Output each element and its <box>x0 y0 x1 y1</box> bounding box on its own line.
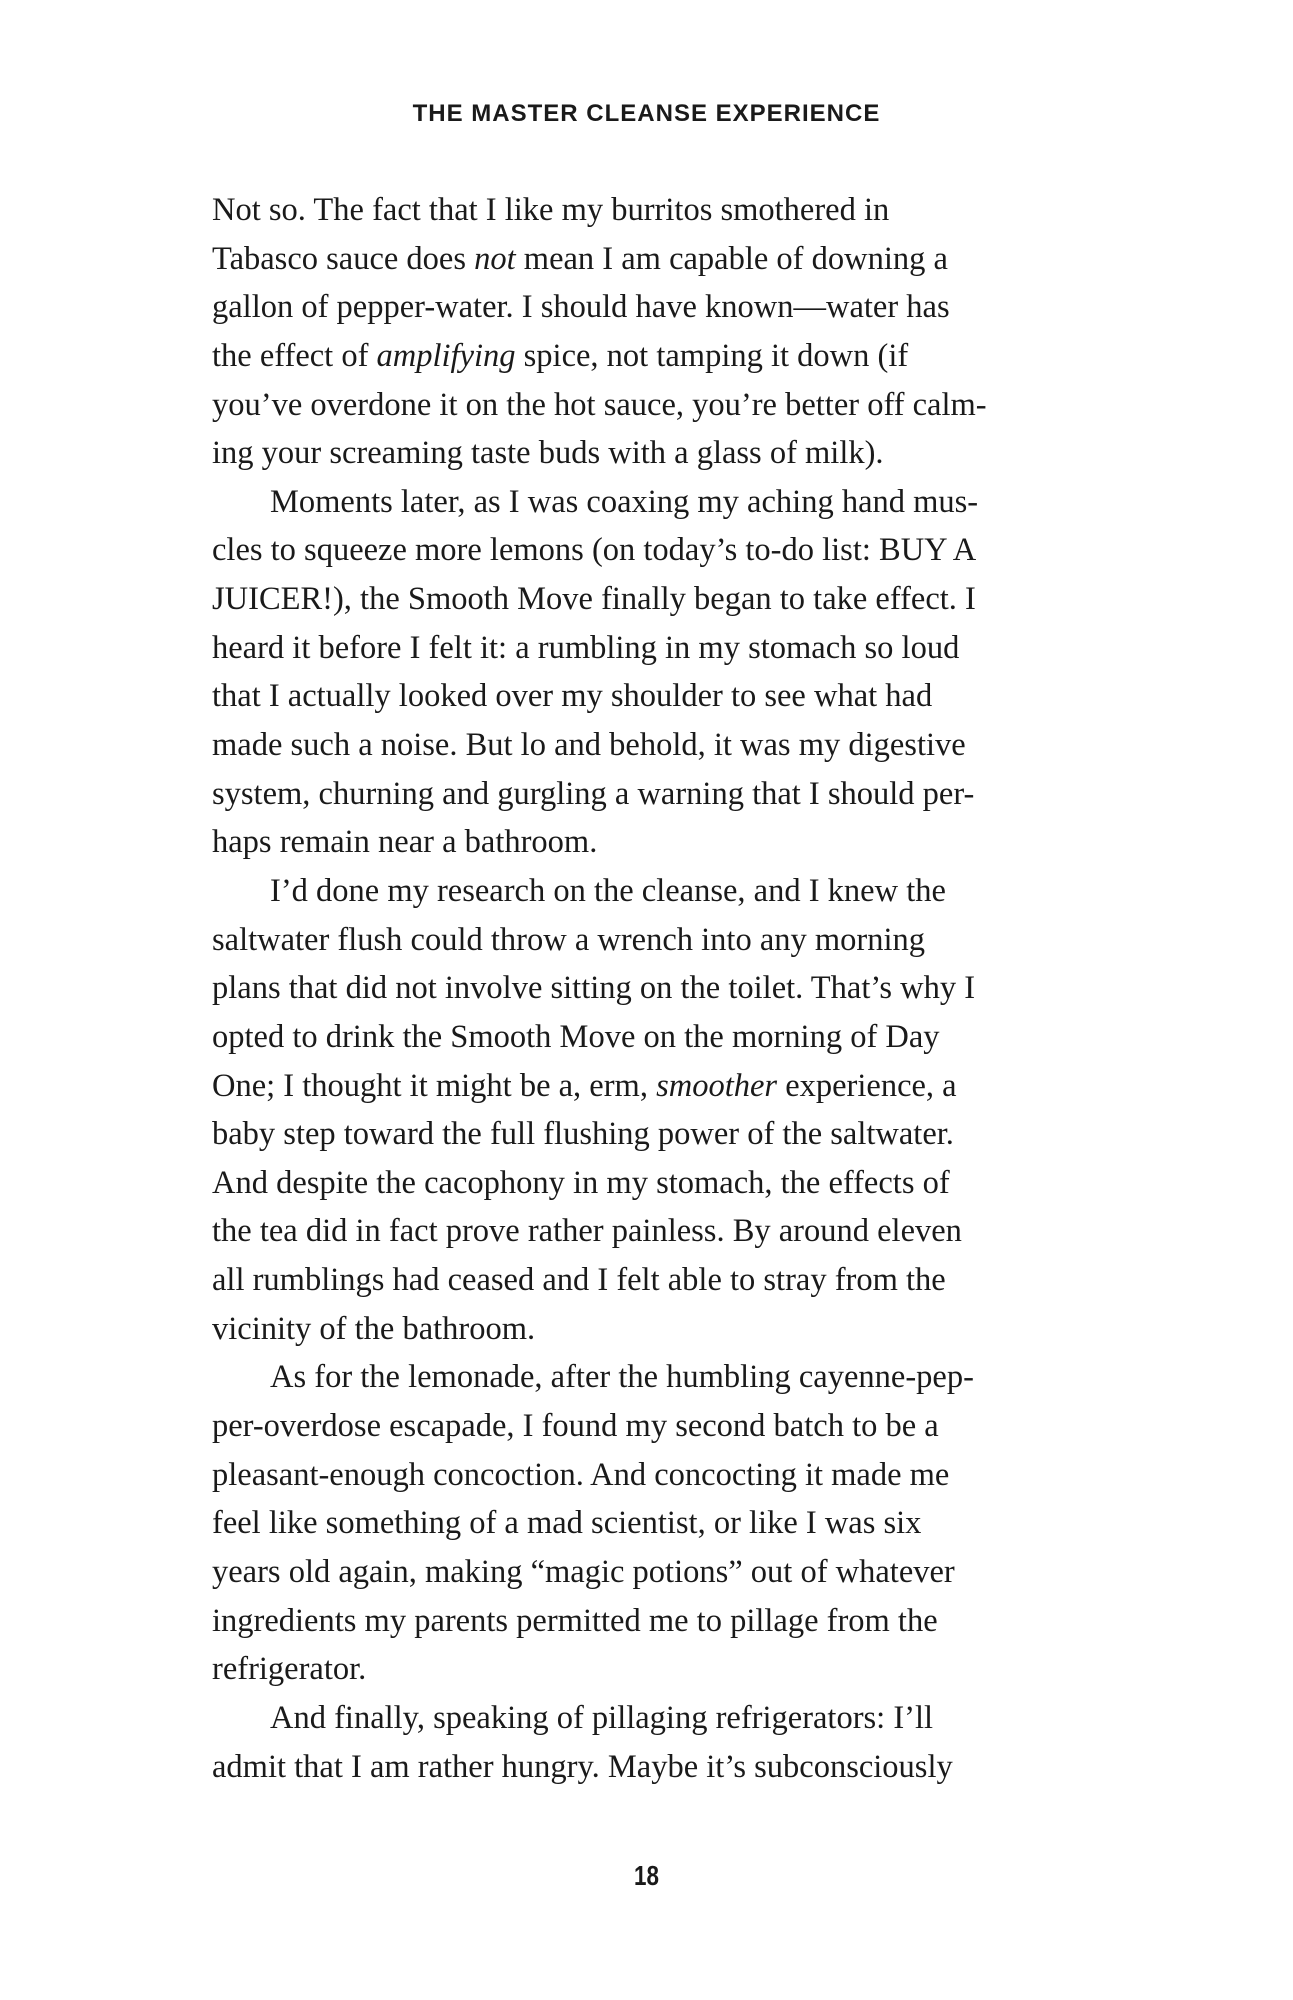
text-line: baby step toward the full flushing power of the saltwater. <box>212 1116 954 1153</box>
paragraph-start-line: I’d done my research on the cleanse, and I knew the <box>270 872 946 909</box>
text-line: that I actually looked over my shoulder to see what had <box>212 678 933 715</box>
text-line: saltwater flush could throw a wrench into any morning <box>212 921 926 958</box>
text-line: heard it before I felt it: a rumbling in my stomach so loud <box>212 629 960 666</box>
emphasis: smoother <box>656 1067 778 1104</box>
text-line: haps remain near a bathroom. <box>212 824 598 861</box>
text-line: all rumblings had ceased and I felt able to stray from the <box>212 1262 946 1299</box>
paragraph-start-line: As for the lemonade, after the humbling cayenne-pep- <box>270 1359 974 1396</box>
text-line: refrigerator. <box>212 1651 367 1688</box>
paragraph-start-line: And finally, speaking of pillaging refrigerators: I’ll <box>270 1699 934 1736</box>
text-line: you’ve overdone it on the hot sauce, you’re better off calm- <box>212 386 987 423</box>
text-line: system, churning and gurgling a warning that I should per- <box>212 775 975 812</box>
text-line: the tea did in fact prove rather painless. By around eleven <box>212 1213 962 1250</box>
body-text <box>212 186 1092 1791</box>
text-line: plans that did not involve sitting on the toilet. That’s why I <box>212 970 976 1007</box>
text-line: ing your screaming taste buds with a glass of milk). <box>212 435 884 472</box>
text-line: made such a noise. But lo and behold, it was my digestive <box>212 727 966 764</box>
text-line: JUICER!), the Smooth Move finally began to take effect. I <box>212 581 976 618</box>
text-line: ingredients my parents permitted me to pillage from the <box>212 1602 938 1639</box>
text-line: the effect of amplifying spice, not tamping it down (if <box>212 337 909 374</box>
text-line: And despite the cacophony in my stomach, the effects of <box>212 1164 950 1201</box>
text-line: gallon of pepper-water. I should have known—water has <box>212 289 950 326</box>
text-line: pleasant-enough concoction. And concocting it made me <box>212 1456 950 1493</box>
emphasis: not <box>474 240 516 277</box>
text-line: vicinity of the bathroom. <box>212 1310 536 1347</box>
emphasis: amplifying <box>376 337 516 374</box>
text-line: One; I thought it might be a, erm, smoother experience, a <box>212 1067 957 1104</box>
running-head: THE MASTER CLEANSE EXPERIENCE <box>412 100 881 127</box>
page-number: 18 <box>634 1860 659 1891</box>
text-line: years old again, making “magic potions” out of whatever <box>212 1553 955 1590</box>
text-line: opted to drink the Smooth Move on the morning of Day <box>212 1018 940 1055</box>
text-line: cles to squeeze more lemons (on today’s to-do list: BUY A <box>212 532 977 569</box>
text-line: admit that I am rather hungry. Maybe it’s subconsciously <box>212 1748 953 1785</box>
text-line: Tabasco sauce does not mean I am capable of downing a <box>212 240 948 277</box>
paragraph-start-line: Moments later, as I was coaxing my aching hand mus- <box>270 483 979 520</box>
text-line: per-overdose escapade, I found my second batch to be a <box>212 1408 939 1445</box>
text-line: Not so. The fact that I like my burritos smothered in <box>212 192 890 228</box>
text-line: feel like something of a mad scientist, or like I was six <box>212 1505 922 1542</box>
